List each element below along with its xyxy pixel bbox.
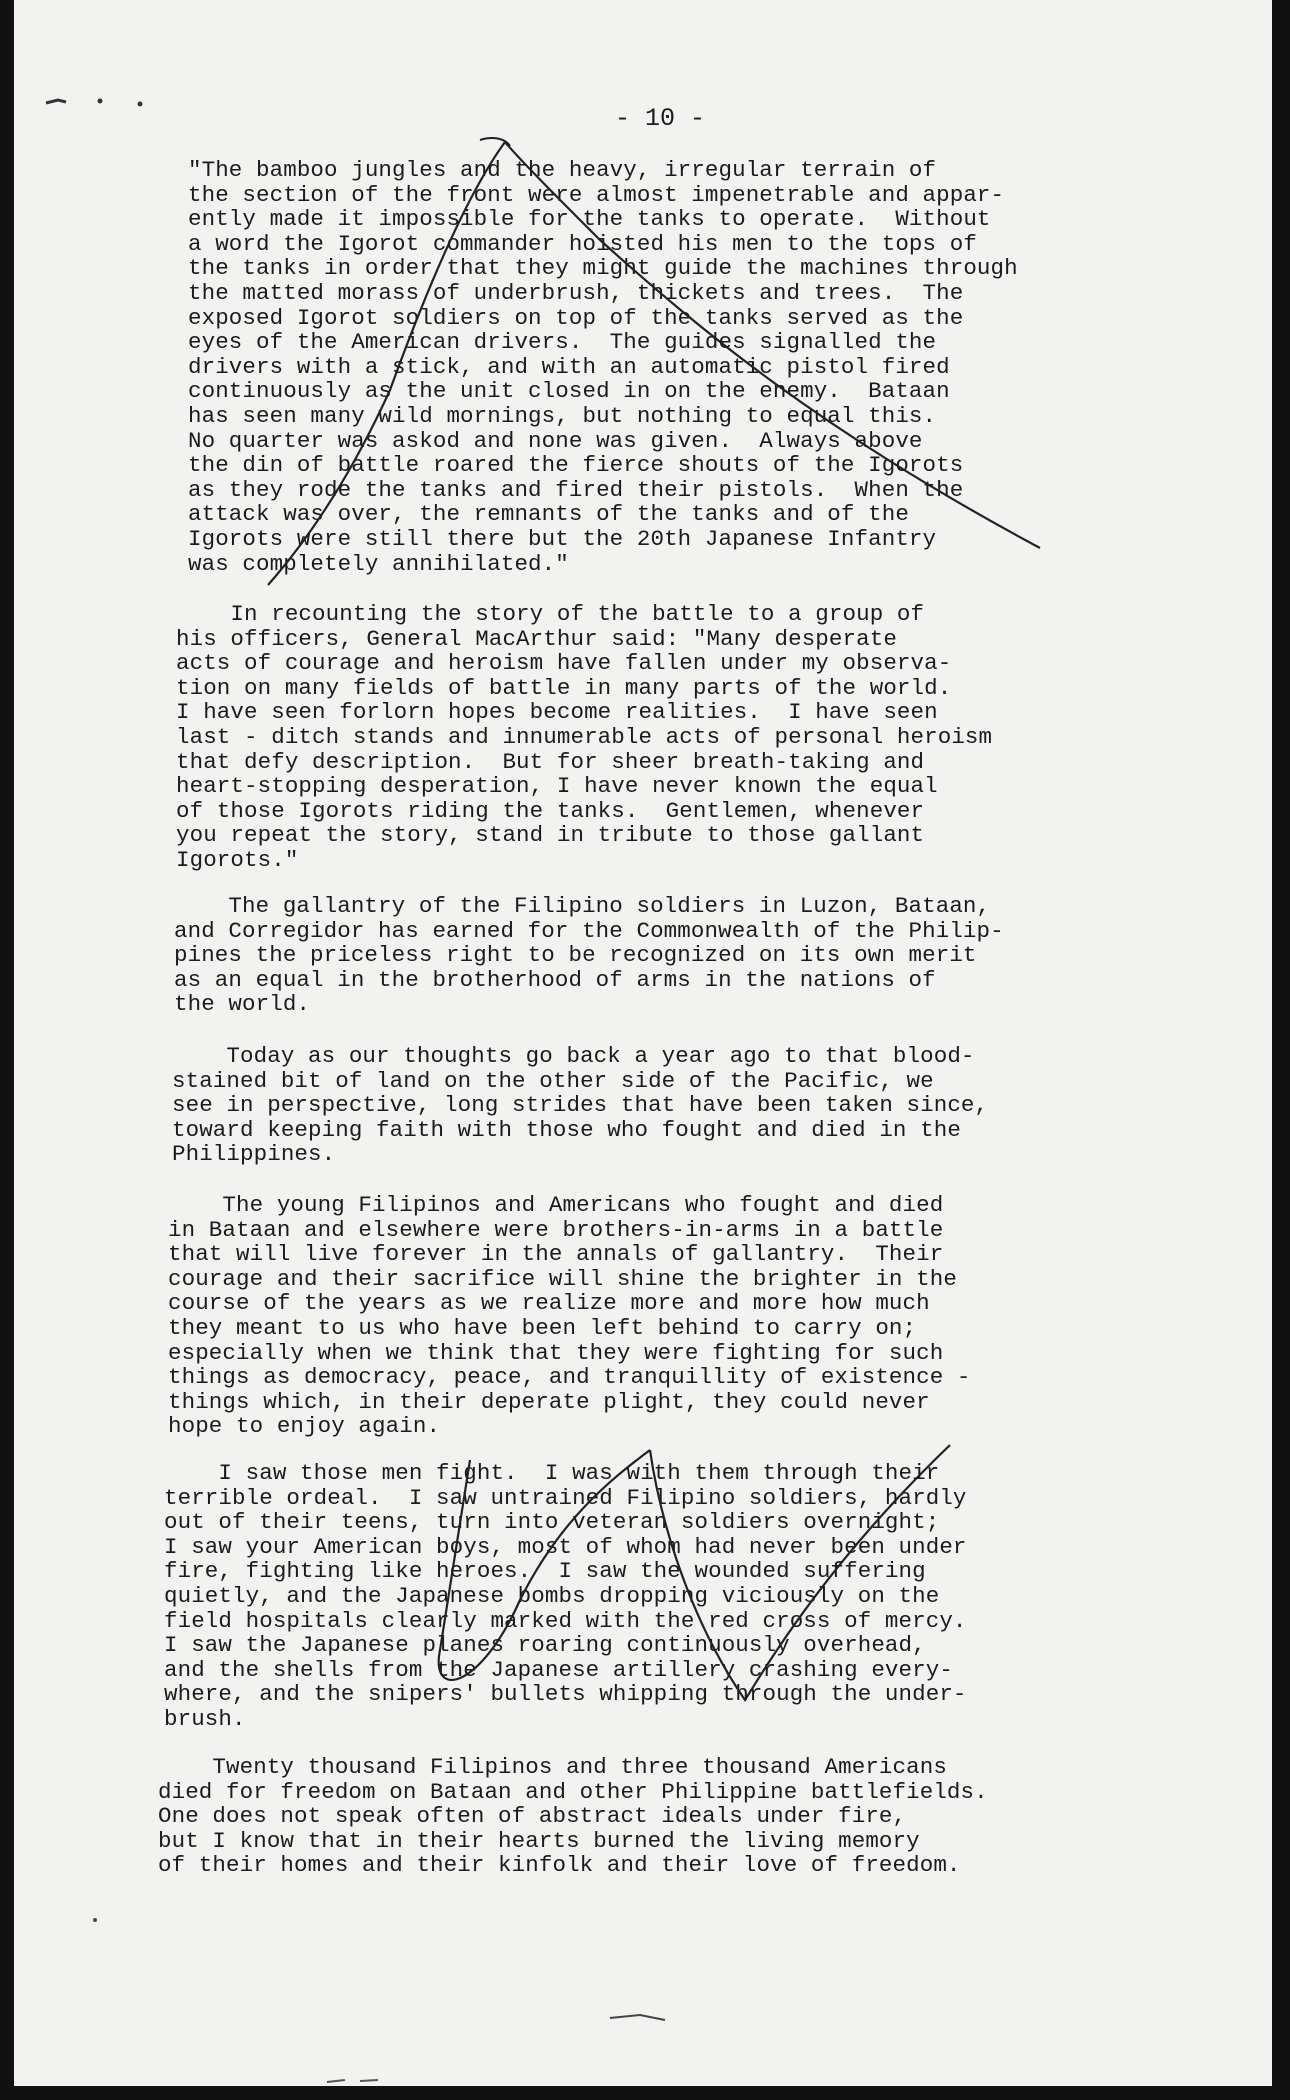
- text-line: heart-stopping desperation, I have never known the equal: [176, 773, 938, 800]
- text-line: the section of the front were almost impenetrable and appar-: [188, 181, 1005, 208]
- text-line: where, and the snipers' bullets whipping through the under-: [164, 1681, 967, 1708]
- text-line: the din of battle roared the fierce shouts of the Igorots: [188, 452, 964, 479]
- text-line: stained bit of land on the other side of the Pacific, we: [172, 1067, 934, 1094]
- text-line: Igorots.": [176, 846, 299, 873]
- paragraph-year-ago: [172, 1044, 988, 1167]
- text-line: pines the priceless right to be recognized on its own merit: [174, 942, 977, 969]
- text-line: as they rode the tanks and fired their pistols. When the: [188, 476, 964, 503]
- paragraph-macarthur-quote: [176, 602, 992, 873]
- text-line: drivers with a stick, and with an automatic pistol fired: [188, 353, 950, 380]
- text-line: last - ditch stands and innumerable acts of personal heroism: [176, 723, 993, 750]
- text-line: In recounting the story of the battle to a group of: [176, 601, 925, 627]
- ink-dot-1: [98, 99, 103, 104]
- text-line: they meant to us who have been left behind to carry on;: [168, 1314, 917, 1341]
- text-line: ently made it impossible for the tanks to operate. Without: [188, 206, 991, 233]
- text-line: courage and their sacrifice will shine the brighter in the: [168, 1265, 957, 1292]
- text-line: I saw those men fight. I was with them through their: [164, 1460, 940, 1486]
- text-line: of their homes and their kinfolk and their love of freedom.: [158, 1852, 961, 1879]
- text-line: the world.: [174, 991, 311, 1018]
- text-line: I saw your American boys, most of whom had never been under: [164, 1533, 967, 1560]
- text-line: that defy description. But for sheer breath-taking and: [176, 748, 925, 775]
- text-line: The gallantry of the Filipino soldiers in Luzon, Bataan,: [174, 893, 991, 919]
- scan-border-right: [1272, 0, 1290, 2100]
- text-line: continuously as the unit closed in on the enemy. Bataan: [188, 378, 950, 405]
- text-line: as an equal in the brotherhood of arms in the nations of: [174, 966, 936, 993]
- text-line: the tanks in order that they might guide the machines through: [188, 255, 1018, 282]
- text-line: Igorots were still there but the 20th Japanese Infantry: [188, 525, 937, 552]
- text-line: quietly, and the Japanese bombs dropping viciously on the: [164, 1582, 940, 1609]
- text-line: eyes of the American drivers. The guides signalled the: [188, 329, 937, 356]
- text-line: was completely annihilated.": [188, 550, 569, 577]
- text-line: that will live forever in the annals of gallantry. Their: [168, 1241, 944, 1268]
- text-line: I saw the Japanese planes roaring continuously overhead,: [164, 1632, 926, 1659]
- ink-speck-top-left: [46, 100, 66, 103]
- text-line: "The bamboo jungles and the heavy, irregular terrain of: [188, 157, 937, 183]
- text-line: acts of courage and heroism have fallen under my observa-: [176, 650, 952, 677]
- text-line: course of the years as we realize more and more how much: [168, 1290, 930, 1317]
- text-line: I have seen forlorn hopes become realities. I have seen: [176, 699, 938, 726]
- text-line: and Corregidor has earned for the Commonwealth of the Philip-: [174, 917, 1004, 944]
- text-line: but I know that in their hearts burned the living memory: [158, 1827, 920, 1854]
- text-line: One does not speak often of abstract ideals under fire,: [158, 1803, 907, 1830]
- text-line: fire, fighting like heroes. I saw the wounded suffering: [164, 1558, 926, 1585]
- text-line: has seen many wild mornings, but nothing to equal this.: [188, 402, 937, 429]
- text-line: attack was over, the remnants of the tanks and of the: [188, 501, 909, 528]
- text-line: field hospitals clearly marked with the red cross of mercy.: [164, 1607, 967, 1634]
- text-line: see in perspective, long strides that have been taken since,: [172, 1092, 989, 1119]
- paragraph-filipino-gallantry: [174, 894, 1004, 1017]
- text-line: brush.: [164, 1705, 246, 1732]
- ink-smudge-bottom: [610, 2015, 665, 2020]
- text-line: in Bataan and elsewhere were brothers-in-arms in a battle: [168, 1216, 944, 1243]
- text-line: and the shells from the Japanese artillery crashing every-: [164, 1656, 953, 1683]
- text-line: the matted morass of underbrush, thickets and trees. The: [188, 279, 964, 306]
- text-line: toward keeping faith with those who fought and died in the: [172, 1116, 961, 1143]
- text-line: things which, in their deperate plight, they could never: [168, 1388, 930, 1415]
- strike-line-1c: [480, 138, 510, 146]
- text-line: you repeat the story, stand in tribute to those gallant: [176, 822, 925, 849]
- text-line: Philippines.: [172, 1141, 336, 1168]
- text-line: exposed Igorot soldiers on top of the tanks served as the: [188, 304, 964, 331]
- text-line: Twenty thousand Filipinos and three thousand Americans: [158, 1754, 947, 1780]
- text-line: The young Filipinos and Americans who fought and died: [168, 1192, 944, 1218]
- text-line: especially when we think that they were fighting for such: [168, 1339, 944, 1366]
- ink-dot-2: [138, 102, 143, 107]
- text-line: Today as our thoughts go back a year ago to that blood-: [172, 1043, 975, 1069]
- scan-border-left: [0, 0, 14, 2100]
- text-line: out of their teens, turn into veteran soldiers overnight;: [164, 1509, 940, 1536]
- text-line: a word the Igorot commander hoisted his men to the tops of: [188, 230, 977, 257]
- paragraph-brothers-in-arms: [168, 1193, 971, 1439]
- text-line: things as democracy, peace, and tranquillity of existence -: [168, 1364, 971, 1391]
- ink-dot-3: [93, 1918, 97, 1922]
- scan-border-bottom: [0, 2086, 1290, 2100]
- page-number: - 10 -: [614, 104, 705, 133]
- text-line: his officers, General MacArthur said: "Many desperate: [176, 625, 897, 652]
- paragraph-twenty-thousand: [158, 1755, 988, 1878]
- text-line: of those Igorots riding the tanks. Gentlemen, whenever: [176, 797, 925, 824]
- paragraph-igorot-tank-story: [188, 158, 1018, 576]
- text-line: died for freedom on Bataan and other Philippine battlefields.: [158, 1778, 988, 1805]
- text-line: tion on many fields of battle in many parts of the world.: [176, 674, 952, 701]
- paragraph-i-saw-those-men: [164, 1461, 967, 1732]
- ink-mark-bottom-left: [327, 2080, 378, 2082]
- text-line: hope to enjoy again.: [168, 1413, 441, 1440]
- text-line: terrible ordeal. I saw untrained Filipino soldiers, hardly: [164, 1484, 967, 1511]
- text-line: No quarter was askod and none was given. Always above: [188, 427, 923, 454]
